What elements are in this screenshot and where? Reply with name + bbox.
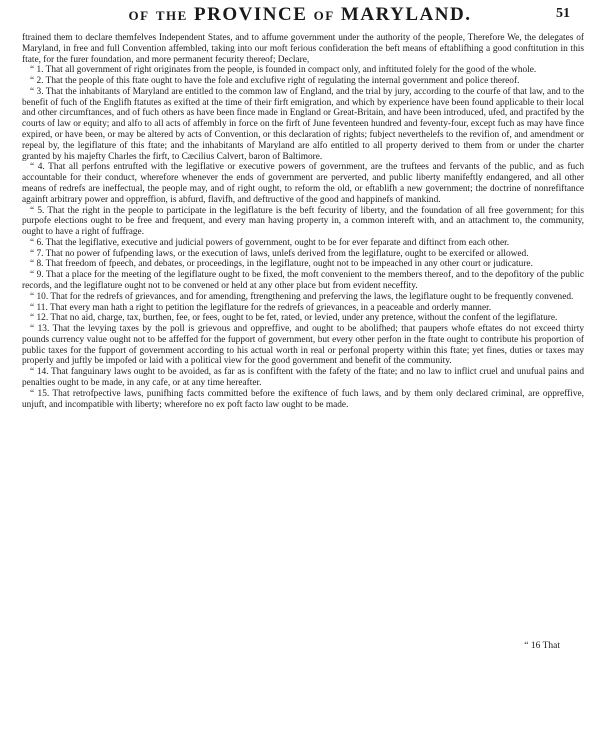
article-5: “ 5. That the right in the people to participate in the legiflature is the beft fecurity of liberty, and the foundation of all free government; for this purpofe elections ought to be free and frequent, and every man having property in, a common intereft with, and an attachment to, the community, ought to have a right of fuffrage.	[22, 205, 584, 238]
article-1: “ 1. That all government of right originates from the people, is founded in compact only, and inftituted folely for the good of the whole.	[30, 65, 537, 76]
article-11: “ 11. That every man hath a right to petition the legiflature for the redrefs of grievances, in a peaceable and orderly manner.	[30, 302, 492, 313]
article-12: “ 12. That no aid, charge, tax, burthen, fee, or fees, ought to be fet, rated, or levied, under any pretence, without the confent of the legiflature.	[30, 313, 558, 324]
article-10: “ 10. That for the redrefs of grievances, and for amending, ftrengthening and preferving the laws, the legiflature ought to be frequently convened.	[30, 291, 574, 302]
article-13: “ 13. That the levying taxes by the poll is grievous and oppreffive, and ought to be abolifhed; that paupers whofe eftates do not exceed thirty pounds currency value ought not to be affeffed for the fupport of government, but every other perfon in the ftate ought to contribute his proportion of public taxes for the fupport of government according to his actual worth in real or perfonal property within this ftate; yet fines, duties or taxes may properly and juftly be impofed or laid with a political view for the good government and benefit of the community.	[22, 324, 584, 367]
article-14: “ 14. That fanguinary laws ought to be avoided, as far as is confiftent with the fafety of the ftate; and no law to inflict cruel and unufual pains and penalties ought to be made, in any cafe, or at any time hereafter.	[22, 367, 584, 388]
article-4: “ 4. That all perfons entrufted with the legiflative or executive powers of government, are the truftees and fervants of the public, and as fuch accountable for their conduct, wherefore whenever the ends of government are perverted, and public liberty manifeftly endangered, and all other means of redrefs are ineffectual, the people may, and of right ought, to reform the old, or eftablifh a new government; the doctrine of nonrefiftance againft arbitrary power and oppreffion, is abfurd, flavifh, and deftructive of the good and happinefs of mankind.	[22, 162, 584, 205]
page-title: of the PROVINCE of MARYLAND.	[128, 4, 472, 25]
article-6: “ 6. That the legiflative, executive and judicial powers of government, ought to be for ever feparate and diftinct from each other.	[30, 237, 510, 248]
body-text	[22, 33, 584, 410]
running-header	[0, 2, 600, 28]
article-8: “ 8. That freedom of fpeech, and debates, or proceedings, in the legiflature, ought not to be impeached in any other court or judicature.	[30, 259, 533, 270]
paragraph-preamble: ftrained them to declare themfelves Independent States, and to affume government under the authority of the people, Therefore We, the delegates of Maryland, in free and full Convention affembled, taking into our moft ferious confideration the beft means of eftablifhing a good conftitution in this ftate, for the furer foundation, and more permanent fecurity thereof; Declare,	[22, 33, 584, 65]
page-number: 51	[556, 6, 570, 21]
article-7: “ 7. That no power of fufpending laws, or the execution of laws, unlefs derived from the legiflature, ought to be exercifed or allowed.	[30, 248, 529, 259]
article-15: “ 15. That retrofpective laws, punifhing facts committed before the exiftence of fuch laws, and by them only declared criminal, are oppreffive, unjuft, and incompatible with liberty; wherefore no ex poft facto law ought to be made.	[22, 388, 584, 410]
catchword: “ 16 That	[524, 641, 560, 651]
article-9: “ 9. That a place for the meeting of the legiflature ought to be fixed, the moft convenient to the members thereof, and to the depofitory of the public records, and the legiflature ought not to be convened or held at any other place but from evident neceffity.	[22, 270, 584, 291]
article-2: “ 2. That the people of this ftate ought to have the fole and exclufive right of regulating the internal government and police thereof.	[30, 76, 520, 87]
article-3: “ 3. That the inhabitants of Maryland are entitled to the common law of England, and the trial by jury, according to the courfe of that law, and to the benefit of fuch of the Englifh ftatutes as exifted at the time of their firft emigration, and which by experience have been found applicable to their local and other circumftances, and of fuch others as have been fince made in England or Great-Britain, and have been introduced, ufed, and practifed by the courts of law or equity; and alfo to all acts of affembly in force on the firft of June feventeen hundred and feventy-four, except fuch as may have fince expired, or have been, or may be altered by acts of Convention, or this declaration of rights; fubject neverthelefs to the revifion of, and amendment or repeal by, the legiflature of this ftate; and the inhabitants of Maryland are alfo entitled to all property derived to them from or under the charter granted by his majefty Charles the firft, to Cæcilius Calvert, baron of Baltimore.	[22, 86, 584, 162]
